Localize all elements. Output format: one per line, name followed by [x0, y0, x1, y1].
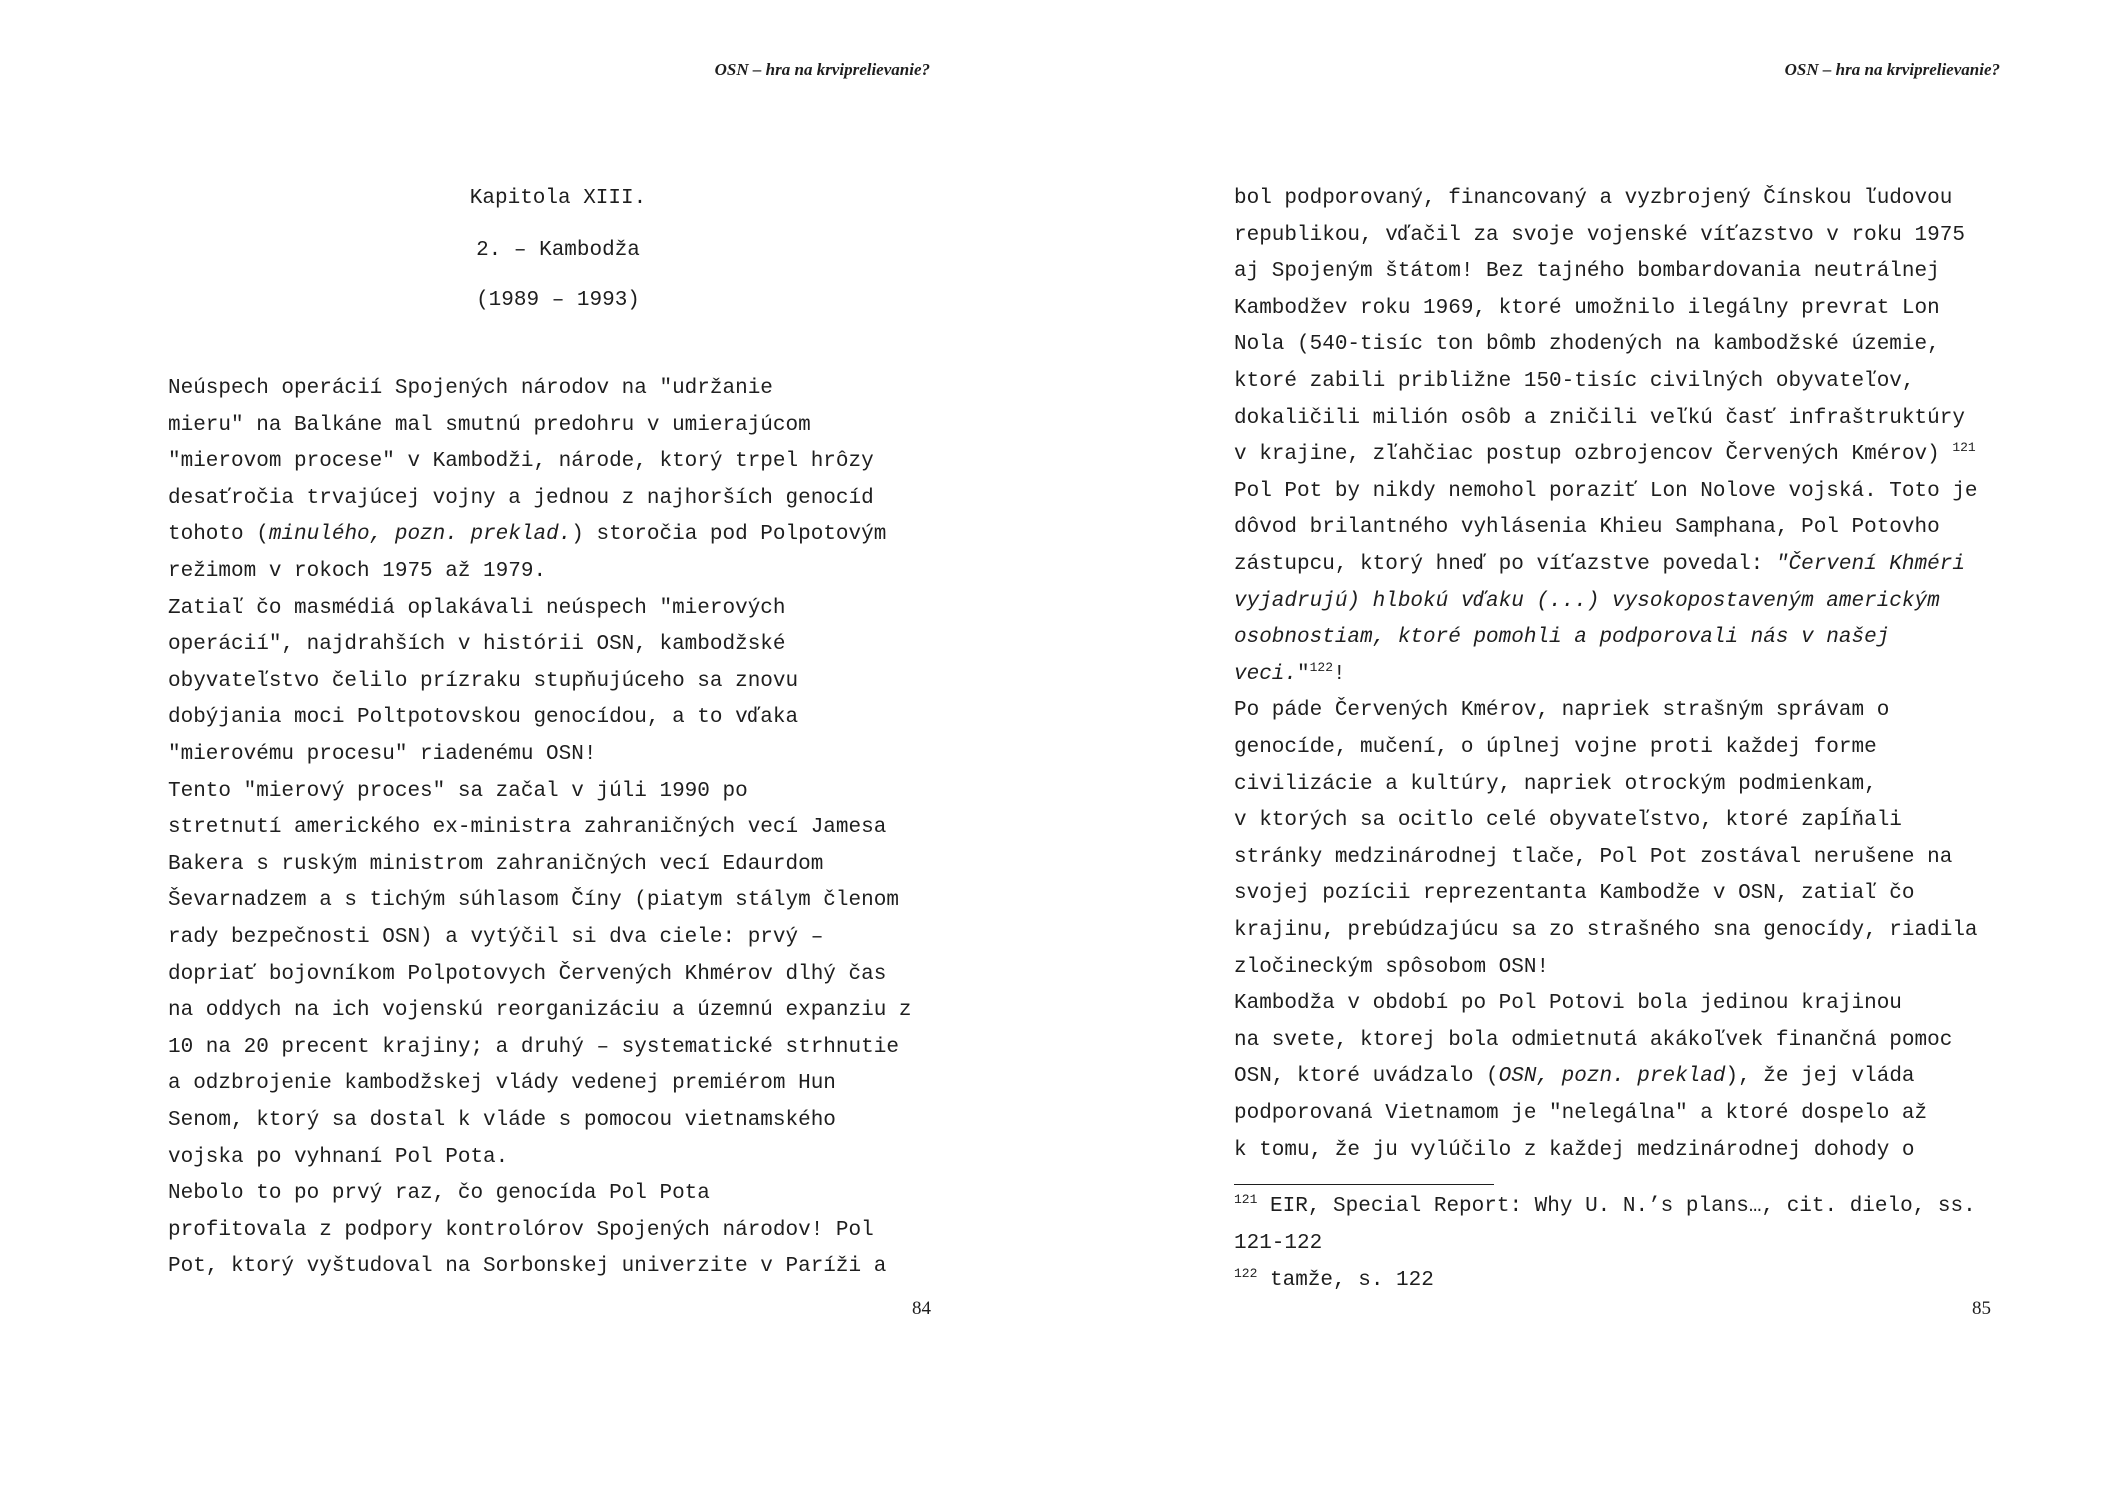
text-line: [1234, 550, 1965, 580]
text-line: [168, 886, 899, 916]
page-number: 84: [912, 1298, 931, 1319]
text-line: [168, 667, 798, 697]
text-span: genocíde, mučení, o úplnej vojne proti každej forme: [1234, 736, 1877, 759]
text-span: podporovaná Vietnamom je "nelegálna" a ktoré dospelo až: [1234, 1102, 1928, 1125]
text-line: [168, 996, 912, 1026]
text-span: stretnutí amerického ex-ministra zahraničných vecí Jamesa: [168, 816, 887, 840]
right-page: [1060, 0, 2120, 1500]
text-span: !: [1333, 662, 1346, 686]
footnote-121-continued: 121-122: [1234, 1232, 1323, 1255]
text-line: [1234, 1099, 1927, 1129]
italic-text: vyjadrujú) hlbokú vďaku (...) vysokopostaveným americkým: [1234, 589, 1940, 613]
page-number: 85: [1972, 1298, 1991, 1319]
text-line: [168, 630, 786, 660]
text-line: [168, 374, 773, 404]
text-span: Neúspech operácií Spojených národov na "udržanie: [168, 377, 773, 400]
text-span: profitovala z podpory kontrolórov Spojených národov! Pol: [168, 1218, 874, 1242]
text-line: [168, 1143, 508, 1173]
text-line: [168, 411, 811, 441]
text-span: aj Spojeným štátom! Bez tajného bombardovania neutrálnej: [1234, 260, 1940, 284]
text-span: dokaličili milión osôb a zničili veľkú časť infraštruktúry: [1234, 406, 1965, 430]
text-line: [1234, 1136, 1915, 1166]
text-span: bol podporovaný, financovaný a vyzbrojený Čínskou ľudovou: [1234, 187, 1953, 210]
text-line: [1234, 330, 1940, 360]
text-span: vojska po vyhnaní Pol Pota.: [168, 1145, 509, 1169]
text-span: Pot, ktorý vyštudoval na Sorbonskej univerzite v Paríži a: [168, 1255, 887, 1279]
text-span: na svete, ktorej bola odmietnutá akákoľvek finančná pomoc: [1234, 1028, 1953, 1052]
text-line: [168, 777, 748, 807]
text-span: Senom, ktorý sa dostal k vláde s pomocou vietnamského: [168, 1109, 836, 1132]
text-span: Ševarnadzem a s tichým súhlasom Číny (piatym stálym členom: [168, 889, 899, 913]
text-span: ), že jej vláda: [1725, 1065, 1915, 1089]
text-span: republikou, vďačil za svoje vojenské víťazstvo v roku 1975: [1234, 223, 1965, 247]
text-line: [168, 594, 786, 624]
text-line: [168, 740, 596, 770]
text-span: operácií", najdrahších v histórii OSN, kambodžské: [168, 633, 786, 657]
text-line: [1234, 440, 1976, 470]
text-line: [1234, 843, 1952, 873]
text-span: dôvod brilantného vyhlásenia Khieu Samphana, Pol Potovho: [1234, 516, 1940, 540]
footnote-122: [1234, 1266, 1434, 1296]
text-span: dobýjania moci Poltpotovskou genocídou, a to vďaka: [168, 706, 799, 730]
section-title: 2. – Kambodža: [476, 239, 640, 262]
footnote-marker: 121: [1234, 1192, 1258, 1207]
text-span: k tomu, že ju vylúčilo z každej medzinárodnej dohody o: [1234, 1138, 1915, 1162]
text-span: v ktorých sa ocitlo celé obyvateľstvo, ktoré zapĺňali: [1234, 809, 1902, 833]
text-line: [168, 850, 823, 880]
text-span: režimom v rokoch 1975 až 1979.: [168, 560, 547, 583]
text-line: [168, 813, 886, 843]
text-line: [1234, 367, 1915, 397]
text-span: na oddych na ich vojenskú reorganizáciu a územnú expanziu z: [168, 999, 912, 1023]
text-span: Pol Pot by nikdy nemohol poraziť Lon Nolove vojská. Toto je: [1234, 479, 1978, 503]
footnote-marker: 122: [1234, 1266, 1258, 1281]
text-line: [1234, 221, 1965, 251]
text-line: [1234, 513, 1940, 543]
chapter-title: Kapitola XIII.: [469, 187, 647, 210]
text-span: "mierovom procese" v Kambodži, národe, ktorý trpel hrôzy: [168, 450, 874, 474]
text-line: [1234, 879, 1915, 909]
footnote-121: [1234, 1192, 1976, 1222]
footnote-reference: 121: [1952, 440, 1976, 456]
text-line: [168, 960, 886, 990]
running-head: OSN – hra na krviprelievanie?: [714, 60, 930, 79]
text-line: [1234, 660, 1346, 690]
text-line: [168, 1033, 899, 1063]
text-line: [1234, 1062, 1915, 1092]
text-line: [168, 1216, 874, 1246]
text-line: [1234, 953, 1549, 983]
text-line: [1234, 696, 1889, 726]
text-line: [1234, 1026, 1952, 1056]
text-line: [1234, 916, 1978, 946]
text-line: [168, 1106, 836, 1136]
text-line: [1234, 623, 1889, 653]
text-span: ktoré zabili približne 150-tisíc civilných obyvateľov,: [1234, 370, 1915, 393]
text-line: [168, 1069, 836, 1099]
text-span: Kambodžev roku 1969, ktoré umožnilo ilegálny prevrat Lon: [1234, 296, 1940, 320]
text-line: [168, 557, 546, 587]
text-line: [1234, 257, 1940, 287]
text-span: Kambodža v období po Pol Potovi bola jedinou krajinou: [1234, 992, 1902, 1016]
text-line: [168, 484, 874, 514]
text-line: [1234, 294, 1940, 324]
text-line: [1234, 770, 1877, 800]
footnote-separator: [1234, 1184, 1494, 1185]
text-span: mieru" na Balkáne mal smutnú predohru v umierajúcom: [168, 413, 811, 437]
italic-text: OSN, pozn. preklad: [1498, 1065, 1726, 1089]
italic-text: veci.: [1234, 662, 1298, 686]
text-span: tohoto (: [168, 523, 269, 547]
text-span: zločineckým spôsobom OSN!: [1234, 955, 1550, 979]
text-line: [168, 1179, 710, 1209]
text-span: v krajine, zľahčiac postup ozbrojencov Červených Kmérov): [1234, 443, 1953, 467]
text-span: ": [1297, 662, 1310, 686]
italic-text: osobnostiam, ktoré pomohli a podporovali nás v našej: [1234, 626, 1890, 650]
text-span: Nebolo to po prvý raz, čo genocída Pol Pota: [168, 1182, 710, 1206]
text-span: stránky medzinárodnej tlače, Pol Pot zostával nerušene na: [1234, 845, 1953, 869]
text-span: zástupcu, ktorý hneď po víťazstve povedal:: [1234, 553, 1776, 576]
footnote-reference: 122: [1309, 659, 1334, 675]
text-span: "mierovému procesu" riadenému OSN!: [168, 743, 597, 766]
text-line: [1234, 404, 1965, 434]
text-span: civilizácie a kultúry, napriek otrockým podmienkam,: [1234, 772, 1877, 796]
text-line: [1234, 733, 1877, 763]
italic-text: "Červení Khméri: [1775, 553, 1965, 576]
running-head: OSN – hra na krviprelievanie?: [1784, 60, 2000, 79]
text-line: [168, 923, 823, 953]
footnote-text: tamže, s. 122: [1270, 1269, 1434, 1292]
text-span: a odzbrojenie kambodžskej vlády vedenej premiérom Hun: [168, 1072, 836, 1096]
text-span: Bakera s ruským ministrom zahraničných vecí Edaurdom: [168, 852, 824, 876]
text-span: krajinu, prebúdzajúcu sa zo strašného sna genocídy, riadila: [1234, 919, 1978, 942]
text-line: [168, 703, 798, 733]
text-line: [1234, 184, 1952, 214]
text-span: obyvateľstvo čelilo prízraku stupňujúceho sa znovu: [168, 669, 799, 693]
text-span: dopriať bojovníkom Polpotovych Červených Khmérov dlhý čas: [168, 962, 887, 986]
text-span: desaťročia trvajúcej vojny a jednou z najhorších genocíd: [168, 486, 874, 510]
text-span: Po páde Červených Kmérov, napriek strašným správam o: [1234, 699, 1890, 723]
section-years: (1989 – 1993): [476, 289, 640, 312]
text-span: Tento "mierový proces" sa začal v júli 1990 po: [168, 779, 748, 803]
text-line: [1234, 587, 1940, 617]
text-line: [1234, 989, 1902, 1019]
text-line: [1234, 806, 1902, 836]
text-line: [168, 520, 886, 550]
text-line: [168, 447, 874, 477]
text-span: OSN, ktoré uvádzalo (: [1234, 1065, 1499, 1089]
text-span: rady bezpečnosti OSN) a vytýčil si dva ciele: prvý –: [168, 926, 824, 949]
text-span: Zatiaľ čo masmédiá oplakávali neúspech "mierových: [168, 596, 786, 620]
text-span: ) storočia pod Polpotovým: [571, 523, 887, 547]
footnote-text: EIR, Special Report: Why U. N.’s plans…, cit. dielo, ss.: [1270, 1195, 1976, 1218]
text-span: svojej pozícii reprezentanta Kambodže v OSN, zatiaľ čo: [1234, 882, 1915, 906]
text-line: [168, 1252, 886, 1282]
text-span: Nola (540-tisíc ton bômb zhodených na kambodžské územie,: [1234, 333, 1940, 357]
text-span: 10 na 20 precent krajiny; a druhý – systematické strhnutie: [168, 1035, 899, 1059]
italic-text: minulého, pozn. preklad.: [268, 523, 572, 547]
text-line: [1234, 477, 1978, 507]
